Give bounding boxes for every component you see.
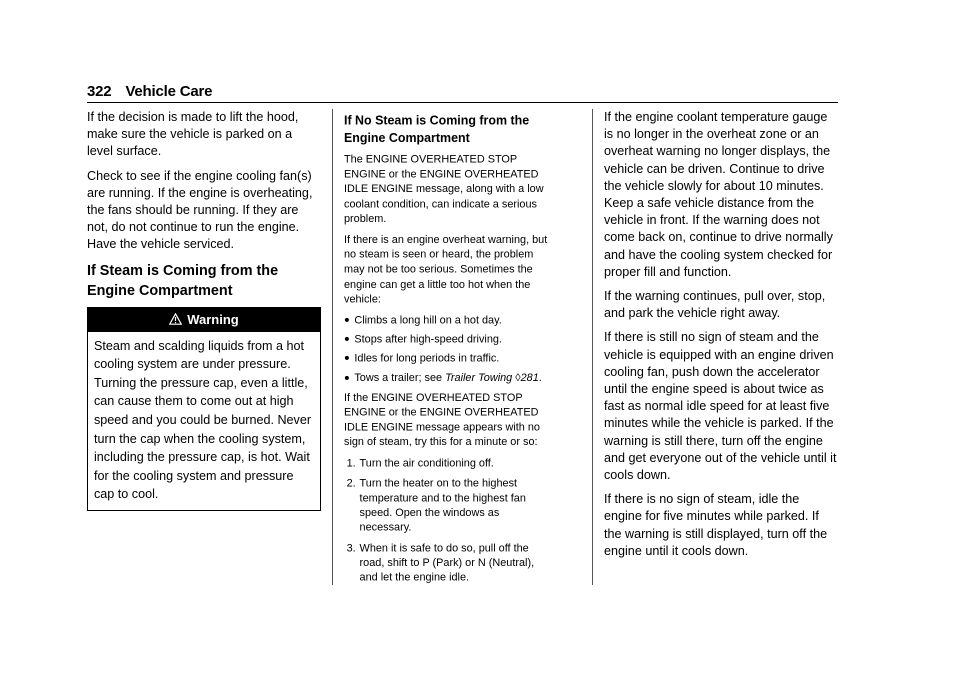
warning-title: Warning	[187, 311, 239, 327]
list-item: 1. Turn the air conditioning off.	[346, 456, 494, 469]
page-header	[87, 83, 212, 100]
list-item: ● Climbs a long hill on a hot day.	[344, 313, 502, 326]
list-item: 2. Turn the heater on to the highest temperature and to the highest fan speed. Open the windows as necessary.	[346, 476, 526, 534]
column-right	[604, 109, 838, 567]
page-ref-number[interactable]: 281	[520, 371, 539, 384]
paragraph-cooling-fan: Check to see if the engine cooling fan(s) are running. If the engine is overheating, the fans should be running. If they are not, do not continue to run the engine. Have the vehicle serviced.	[87, 168, 313, 252]
list-item: 3. When it is safe to do so, pull off the road, shift to P (Park) or N (Neutral), and let the engine idle.	[346, 541, 535, 584]
condition-list	[344, 313, 550, 385]
paragraph-gauge: If the engine coolant temperature gauge is no longer in the overheat zone or an overheat warning no longer displays, the vehicle can be driven. Continue to drive the vehicle slowly for about 10 minutes. Keep a safe vehicle distance from the vehicle in front. If the warning does not come back on, continue to drive normally and have the cooling system checked for proper fill and function.	[604, 110, 833, 279]
heading-steam-coming: If Steam is Coming from the Engine Compartment	[87, 262, 279, 299]
steps-list	[344, 456, 550, 585]
section-title: Vehicle Care	[125, 83, 213, 100]
paragraph-overheated-message: The ENGINE OVERHEATED STOP ENGINE or the ENGINE OVERHEATED IDLE ENGINE message, along with a low coolant condition, can indicate a serious problem.	[344, 153, 544, 225]
heading-no-steam: If No Steam is Coming from the Engine Compartment	[344, 114, 530, 146]
paragraph-lift-hood: If the decision is made to lift the hood, make sure the vehicle is parked on a level surface.	[87, 110, 299, 159]
paragraph-try-this: If the ENGINE OVERHEATED STOP ENGINE or the ENGINE OVERHEATED IDLE ENGINE message appears with no sign of steam, try this for a minute or so:	[344, 391, 540, 449]
column-middle	[344, 109, 550, 590]
warning-triangle-icon	[169, 308, 182, 332]
page-number: 322	[87, 83, 112, 100]
link-trailer-towing[interactable]: Trailer Towing	[445, 371, 513, 384]
header-rule	[87, 102, 838, 103]
page-ref-icon: ◊	[515, 371, 521, 384]
column-divider-left	[332, 109, 333, 585]
paragraph-warning-continues: If the warning continues, pull over, stop, and park the vehicle right away.	[604, 289, 826, 321]
bullet-icon: ●	[344, 353, 350, 364]
warning-text: Steam and scalding liquids from a hot cooling system are under pressure. Turning the pressure cap, even a little, can cause them to come out at high speed and you could be burned. Never turn the cap when the cooling system, including the pressure cap, is hot. Wait for the cooling system and pressure cap to cool.	[94, 338, 312, 502]
paragraph-overheat-warning: If there is an engine overheat warning, but no steam is seen or heard, the problem may not be too serious. Sometimes the engine can get a little too hot when the vehicle:	[344, 233, 548, 305]
paragraph-engine-driven-fan: If there is still no sign of steam and the vehicle is equipped with an engine driven cooling fan, push down the accelerator until the engine speed is about twice as fast as normal idle speed for at least five minutes while the vehicle is parked. If the warning is still there, turn off the engine and get everyone out of the vehicle until it cools down.	[604, 330, 837, 483]
warning-box	[87, 307, 321, 511]
list-item: ● Tows a trailer; see Trailer Towing ◊281.	[344, 371, 542, 384]
column-left	[87, 109, 321, 511]
list-item: ● Stops after high-speed driving.	[344, 332, 502, 346]
bullet-icon: ●	[344, 314, 350, 326]
paragraph-idle-engine: If there is no sign of steam, idle the engine for five minutes while parked. If the warning is still displayed, turn off the engine until it cools down.	[604, 492, 828, 558]
bullet-icon: ●	[344, 372, 350, 383]
column-divider-right	[592, 109, 593, 585]
warning-header	[88, 308, 320, 332]
list-item: ● Idles for long periods in traffic.	[344, 352, 500, 365]
bullet-icon: ●	[344, 333, 350, 345]
